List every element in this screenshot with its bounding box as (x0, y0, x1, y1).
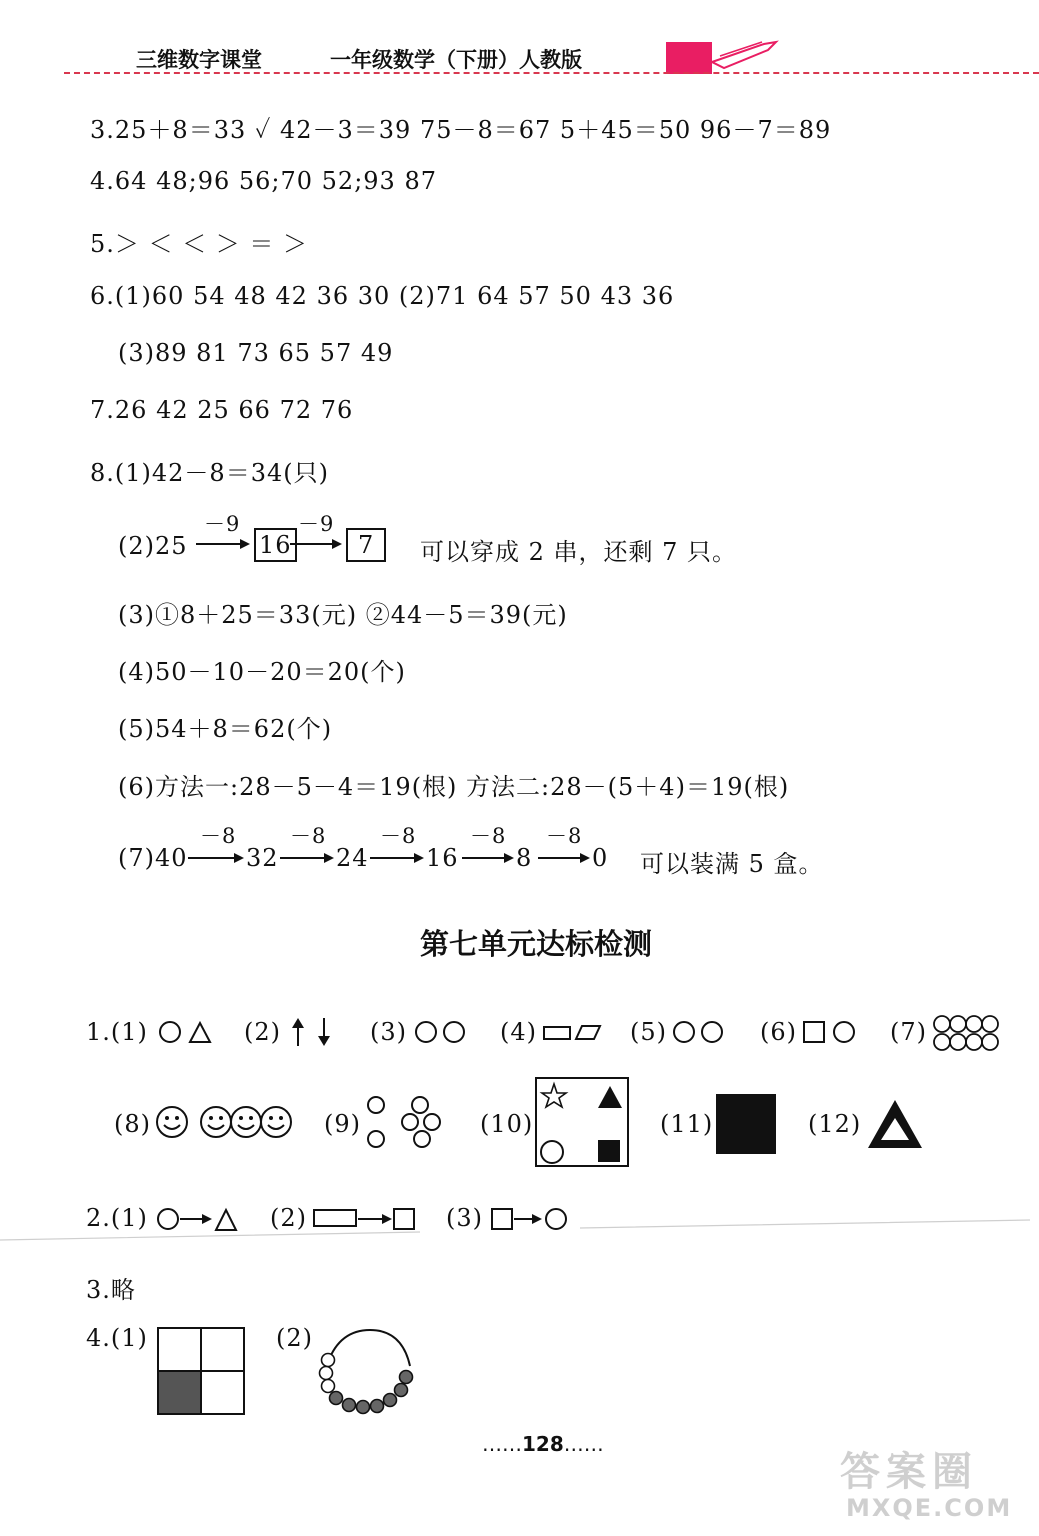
answer-6-1: 6.(1)60 54 48 42 36 30 (2)71 64 57 50 43 36 (90, 282, 675, 310)
q1-label-6: (6) (760, 1018, 797, 1046)
circle-pattern-icon (364, 1094, 448, 1152)
q1-label-10: (10) (480, 1110, 534, 1138)
watermark-logo: 答案圈 (840, 1449, 978, 1495)
q1-label-1: 1.(1) (86, 1018, 148, 1046)
square-circle-icon (802, 1018, 858, 1046)
arrow-icon (196, 537, 254, 551)
answer-8-7-value: 0 (592, 844, 609, 872)
q1-label-2: (2) (244, 1018, 281, 1046)
arrow-icon (280, 851, 338, 865)
answer-8-2-step-label-2: －9 (298, 512, 335, 536)
answer-8-7-value: 8 (516, 844, 533, 872)
answer-8-7-step-label: －8 (380, 824, 417, 848)
answer-6-3: (3)89 81 73 65 57 49 (118, 339, 394, 367)
answer-8-7-step-label: －8 (290, 824, 327, 848)
answer-8-7-prefix: (7)40 (118, 844, 188, 872)
up-down-arrows-icon (288, 1016, 334, 1048)
hollow-triangle-icon (866, 1098, 924, 1150)
arrow-icon (290, 537, 346, 551)
q1-label-4: (4) (500, 1018, 537, 1046)
unit7-title: 第七单元达标检测 (420, 927, 653, 961)
filled-square-icon (716, 1094, 776, 1154)
answer-8-7-value: 16 (426, 844, 459, 872)
q1-label-7: (7) (890, 1018, 927, 1046)
watermark-url: MXQE.COM (846, 1494, 1013, 1522)
header-brand: 三维数字课堂 (136, 48, 262, 72)
rectangle-parallelogram-icon (542, 1022, 602, 1042)
page-number: 128 (522, 1432, 564, 1456)
header-divider (64, 72, 1039, 74)
q3-answer: 3.略 (86, 1276, 136, 1304)
answer-8-2-step-label-1: －9 (204, 512, 241, 536)
answer-8-4: (4)50－10－20＝20(个) (118, 658, 406, 686)
answer-8-7-step-label: －8 (470, 824, 507, 848)
footer-dots-right: …… (563, 1432, 604, 1456)
answer-8-2-box-1: 16 (254, 528, 297, 562)
answer-8-7-conclusion: 可以装满 5 盒。 (640, 850, 824, 878)
two-circles-icon (414, 1018, 470, 1046)
q2-label-2: (2) (270, 1204, 307, 1232)
answer-8-5: (5)54＋8＝62(个) (118, 715, 333, 743)
q4-label-1: 4.(1) (86, 1324, 148, 1352)
q1-label-9: (9) (324, 1110, 361, 1138)
answer-8-6: (6)方法一:28－5－4＝19(根) 方法二:28－(5＋4)＝19(根) (118, 773, 790, 801)
answer-5: 5.＞ ＜ ＜ ＞ ＝ ＞ (90, 230, 309, 258)
circle-triangle-icon (158, 1018, 214, 1046)
footer-dots-left: …… (482, 1432, 522, 1456)
fold-line (0, 1212, 1039, 1242)
answer-3: 3.25＋8＝33 ✓ 42－3＝39 75－8＝67 5＋45＝50 96－7＝89 (90, 116, 832, 144)
circle-cluster-icon (930, 1014, 1008, 1054)
q2-label-1: 2.(1) (86, 1204, 148, 1232)
arrow-icon (188, 851, 248, 865)
bead-bracelet-icon (314, 1326, 418, 1418)
q4-label-2: (2) (276, 1324, 313, 1352)
q1-label-5: (5) (630, 1018, 667, 1046)
answer-8-2-conclusion: 可以穿成 2 串，还剩 7 只。 (420, 538, 738, 566)
answer-8-2-prefix: (2)25 (118, 532, 188, 560)
shapes-box-icon (534, 1076, 632, 1170)
answer-8-7-step-label: －8 (200, 824, 237, 848)
answer-8-7-value: 24 (336, 844, 369, 872)
answer-7: 7.26 42 25 66 72 76 (90, 396, 354, 424)
arrow-icon (462, 851, 518, 865)
smiley-faces-icon (156, 1104, 296, 1140)
q1-label-3: (3) (370, 1018, 407, 1046)
q1-label-11: (11) (660, 1110, 714, 1138)
q1-label-8: (8) (114, 1110, 151, 1138)
grid-square-icon (156, 1326, 246, 1416)
answer-8-7-value: 32 (246, 844, 279, 872)
answer-8-7-step-label: －8 (546, 824, 583, 848)
arrow-icon (538, 851, 594, 865)
q2-label-3: (3) (446, 1204, 483, 1232)
header-book-title: 一年级数学（下册）人教版 (330, 48, 582, 72)
answer-4: 4.64 48;96 56;70 52;93 87 (90, 167, 437, 195)
q1-label-12: (12) (808, 1110, 862, 1138)
answer-8-3: (3)①8＋25＝33(元) ②44－5＝39(元) (118, 601, 568, 629)
answer-8-2-box-2: 7 (346, 528, 386, 562)
arrow-icon (370, 851, 428, 865)
two-circles-icon (672, 1018, 728, 1046)
answer-8-1: 8.(1)42－8＝34(只) (90, 459, 329, 487)
